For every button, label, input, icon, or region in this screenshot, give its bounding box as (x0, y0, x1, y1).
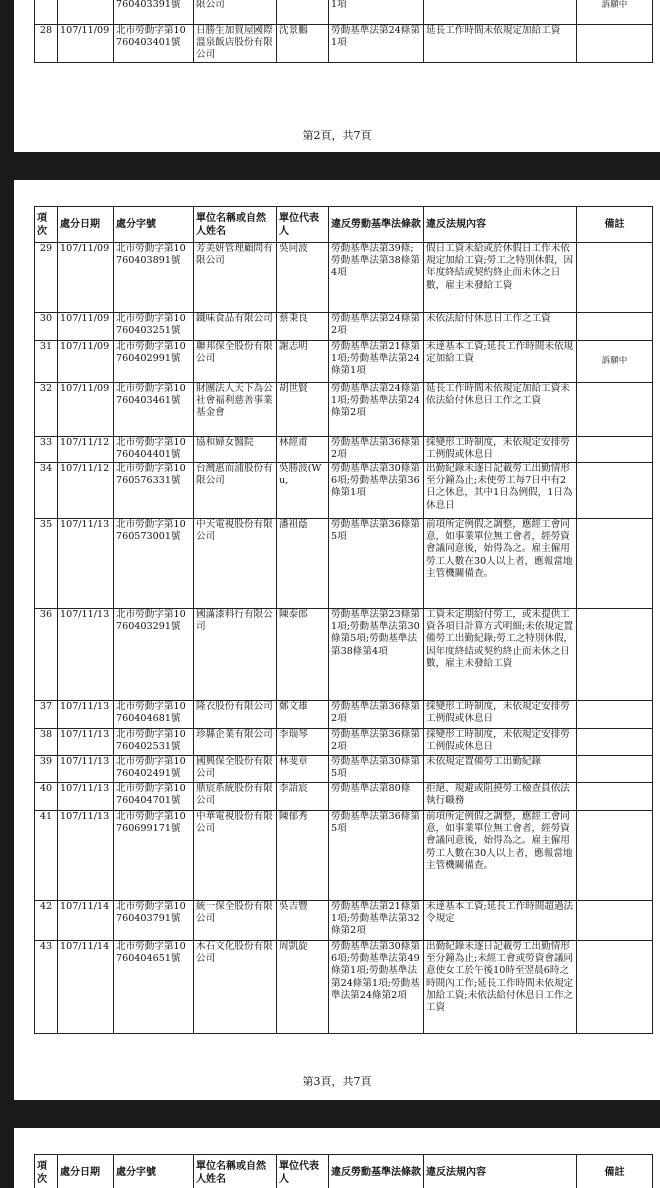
table-row (35, 463, 653, 519)
header-note: 備註 (577, 1155, 653, 1188)
violations-table-page-3 (34, 206, 653, 1034)
cell-article: 勞動基準法第36條第2項 (329, 729, 424, 756)
cell-date: 107/11/09 (58, 341, 114, 383)
cell-content: 採變形工時制度，未依規定安排勞工例假或休息日 (424, 701, 577, 729)
cell-date: 107/11/13 (58, 519, 114, 609)
violations-table-page-2 (34, 0, 653, 63)
cell-content: 延長工作時間未依規定加給工資未依法給付休息日工作之工資 (424, 383, 577, 437)
cell-ref: 北市勞動字第10760403251號 (114, 313, 194, 341)
table-row (35, 313, 653, 341)
cell-ref: 北市勞動字第10760402491號 (114, 756, 194, 783)
header-rep: 單位代表人 (277, 1155, 329, 1188)
cell-no: 43 (35, 941, 58, 1034)
table-row (35, 901, 653, 941)
cell-unit: 限公司 (194, 0, 277, 25)
cell-rep: 陳郁秀 (277, 811, 329, 901)
cell-no: 39 (35, 756, 58, 783)
cell-article: 勞動基準法第21條第1項;勞動基準法第32條第2項 (329, 901, 424, 941)
cell-date: 107/11/14 (58, 901, 114, 941)
table-row (35, 243, 653, 313)
page-2-fragment (14, 0, 660, 152)
table-row (35, 783, 653, 811)
cell-unit: 中華電視股份有限公司 (194, 811, 277, 901)
cell-article: 勞動基準法第24條第1項;勞動基準法第24條第2項 (329, 383, 424, 437)
cell-note (577, 383, 653, 437)
cell-note (577, 901, 653, 941)
cell-unit: 珍縣企業有限公司 (194, 729, 277, 756)
page-number-3: 第3頁，共7頁 (14, 1073, 660, 1089)
cell-content: 未達基本工資;延長工作時間未依規定加給工資 (424, 341, 577, 383)
cell-content: 延長工作時間未依規定加給工資 (424, 25, 577, 63)
cell-no: 36 (35, 609, 58, 701)
header-article: 違反勞動基準法條款 (329, 207, 424, 243)
cell-date: 107/11/13 (58, 609, 114, 701)
cell-note (577, 701, 653, 729)
cell-content: 採變形工時制度，未依規定安排勞工例假或休息日 (424, 729, 577, 756)
cell-note (577, 463, 653, 519)
cell-article: 勞動基準法第24條第2項 (329, 313, 424, 341)
cell-article: 勞動基準法第36條第5項 (329, 811, 424, 901)
cell-article: 勞動基準法第36條第2項 (329, 701, 424, 729)
cell-ref: 北市勞動字第10760576331號 (114, 463, 194, 519)
cell-ref: 北市勞動字第10760403461號 (114, 383, 194, 437)
cell-unit: 台灣惠而浦股份有限公司 (194, 463, 277, 519)
table-row (35, 756, 653, 783)
cell-no: 41 (35, 811, 58, 901)
cell-date: 107/11/13 (58, 783, 114, 811)
cell-ref: 北市勞動字第10760403891號 (114, 243, 194, 313)
cell-note (577, 25, 653, 63)
cell-content: 未達基本工資;延長工作時間超過法令規定 (424, 901, 577, 941)
cell-article: 勞動基準法第36條第2項 (329, 437, 424, 463)
cell-content: 假日工資未給或於休假日工作未依規定加給工資;勞工之特別休假，因年度終結或契約終止而未休之日數，雇主未發給工資 (424, 243, 577, 313)
cell-note (577, 783, 653, 811)
page-3 (14, 180, 660, 1100)
cell-rep: 李瑞琴 (277, 729, 329, 756)
header-date: 處分日期 (58, 207, 114, 243)
cell-no: 38 (35, 729, 58, 756)
cell-ref: 760403391號 (114, 0, 194, 25)
cell-ref: 北市勞動字第10760573001號 (114, 519, 194, 609)
cell-unit: 協和婦女醫院 (194, 437, 277, 463)
table-row (35, 729, 653, 756)
cell-rep: 吳勝波(Wu, (277, 463, 329, 519)
cell-unit: 統一保全股份有限公司 (194, 901, 277, 941)
cell-date: 107/11/14 (58, 941, 114, 1034)
cell-date: 107/11/12 (58, 463, 114, 519)
table-row (35, 341, 653, 383)
cell-content: 未依法給付休息日工作之工資 (424, 313, 577, 341)
cell-rep: 沈景鵬 (277, 25, 329, 63)
cell-rep: 謝志明 (277, 341, 329, 383)
cell-note (577, 811, 653, 901)
cell-date: 107/11/13 (58, 811, 114, 901)
cell-content: 出勤紀錄未逐日記載勞工出勤情形至分鐘為止;未使勞工每7日中有2日之休息，其中1日為例假，1日為休息日 (424, 463, 577, 519)
cell-rep: 陳泰郎 (277, 609, 329, 701)
cell-content (424, 0, 577, 25)
cell-ref: 北市勞動字第10760403291號 (114, 609, 194, 701)
header-article: 違反勞動基準法條款 (329, 1155, 424, 1188)
header-note: 備註 (577, 207, 653, 243)
cell-article: 勞動基準法第30條第6項;勞動基準法第49條第1項;勞動基準法第24條第1項;勞動基準法第24條第2項 (329, 941, 424, 1034)
cell-ref: 北市勞動字第10760404651號 (114, 941, 194, 1034)
cell-note (577, 437, 653, 463)
header-content: 違反法規內容 (424, 207, 577, 243)
cell-unit: 聯邦保全股份有限公司 (194, 341, 277, 383)
cell-content: 拒絕、規避或阻撓勞工檢查員依法執行職務 (424, 783, 577, 811)
cell-note (577, 756, 653, 783)
cell-rep: 蔡秉良 (277, 313, 329, 341)
cell-unit: 財團法人天下為公社會福利慈善事業基金會 (194, 383, 277, 437)
violations-table-page-4 (34, 1154, 653, 1188)
cell-article: 勞動基準法第24條第1項 (329, 25, 424, 63)
header-no: 項次 (35, 1155, 58, 1188)
cell-no: 34 (35, 463, 58, 519)
cell-unit: 隆衣股份有限公司 (194, 701, 277, 729)
cell-ref: 北市勞動字第10760403791號 (114, 901, 194, 941)
cell-article: 勞動基準法第23條第1項;勞動基準法第30條第5項;勞動基準法第38條第4項 (329, 609, 424, 701)
table-row (35, 701, 653, 729)
cell-unit: 芳美妍管理顧問有限公司 (194, 243, 277, 313)
header-unit: 單位名稱或自然人姓名 (194, 1155, 277, 1188)
cell-unit: 鼎宸系統股份有限公司 (194, 783, 277, 811)
cell-unit: 日勝生加賀屋國際溫泉飯店股份有限公司 (194, 25, 277, 63)
table-header-row (35, 1155, 653, 1188)
header-date: 處分日期 (58, 1155, 114, 1188)
cell-ref: 北市勞動字第10760404401號 (114, 437, 194, 463)
cell-rep: 鄭文雄 (277, 701, 329, 729)
cell-rep: 林斐章 (277, 756, 329, 783)
cell-no: 33 (35, 437, 58, 463)
cell-no: 32 (35, 383, 58, 437)
cell-content: 前項所定例假之調整，應經工會同意，如事業單位無工會者，經勞資會議同意後，始得為之。雇主僱用勞工人數在30人以上者，應報當地主管機關備查。 (424, 811, 577, 901)
cell-date: 107/11/09 (58, 313, 114, 341)
cell-date: 107/11/12 (58, 437, 114, 463)
table-row (35, 609, 653, 701)
cell-ref: 北市勞動字第10760402991號 (114, 341, 194, 383)
cell-date: 107/11/09 (58, 243, 114, 313)
cell-no: 30 (35, 313, 58, 341)
cell-date (58, 0, 114, 25)
header-rep: 單位代表人 (277, 207, 329, 243)
cell-rep: 吳吉豐 (277, 901, 329, 941)
cell-unit: 鐵味食品有限公司 (194, 313, 277, 341)
cell-note (577, 243, 653, 313)
cell-note (577, 609, 653, 701)
cell-article: 勞動基準法第30條第6項;勞動基準法第36條第1項 (329, 463, 424, 519)
cell-content: 未依規定置備勞工出勤紀錄 (424, 756, 577, 783)
cell-no: 28 (35, 25, 58, 63)
cell-date: 107/11/13 (58, 756, 114, 783)
header-no: 項次 (35, 207, 58, 243)
cell-rep: 吳同波 (277, 243, 329, 313)
cell-article: 勞動基準法第36條第5項 (329, 519, 424, 609)
cell-note: 訴願中 (577, 341, 653, 383)
table-row (35, 25, 653, 63)
table-row (35, 0, 653, 25)
page-4-fragment (14, 1128, 660, 1188)
header-ref: 處分字號 (114, 207, 194, 243)
cell-content: 出勤紀錄未逐日記載勞工出勤情形至分鐘為止;未經工會或勞資會議同意使女工於午後10時至翌晨6時之時間內工作;延長工作時間未依規定加給工資;未依法給付休息日工作之工資 (424, 941, 577, 1034)
table-row (35, 437, 653, 463)
cell-note (577, 519, 653, 609)
cell-ref: 北市勞動字第10760699171號 (114, 811, 194, 901)
cell-note (577, 941, 653, 1034)
cell-article: 勞動基準法第80條 (329, 783, 424, 811)
page-number-2: 第2頁，共7頁 (14, 127, 660, 143)
cell-rep: 潘祖蔭 (277, 519, 329, 609)
cell-unit: 木石文化股份有限公司 (194, 941, 277, 1034)
cell-no: 42 (35, 901, 58, 941)
cell-ref: 北市勞動字第10760402531號 (114, 729, 194, 756)
cell-no: 35 (35, 519, 58, 609)
cell-no: 31 (35, 341, 58, 383)
cell-rep (277, 0, 329, 25)
cell-content: 工資未定期給付勞工，或未提供工資各項目計算方式明細;未依規定置備勞工出勤紀錄;勞工之特別休假，因年度終結或契約終止而未休之日數，雇主未發給工資 (424, 609, 577, 701)
cell-content: 前項所定例假之調整，應經工會同意，如事業單位無工會者，經勞資會議同意後，始得為之。雇主僱用勞工人數在30人以上者，應報當地主管機關備查。 (424, 519, 577, 609)
cell-no: 40 (35, 783, 58, 811)
cell-no (35, 0, 58, 25)
cell-no: 37 (35, 701, 58, 729)
header-unit: 單位名稱或自然人姓名 (194, 207, 277, 243)
cell-rep: 李語宸 (277, 783, 329, 811)
cell-article: 1項 (329, 0, 424, 25)
cell-ref: 北市勞動字第10760403401號 (114, 25, 194, 63)
cell-unit: 國興保全股份有限公司 (194, 756, 277, 783)
cell-date: 107/11/09 (58, 383, 114, 437)
cell-note (577, 729, 653, 756)
cell-date: 107/11/09 (58, 25, 114, 63)
table-row (35, 519, 653, 609)
table-row (35, 811, 653, 901)
cell-note: 訴願中 (577, 0, 653, 25)
cell-date: 107/11/13 (58, 729, 114, 756)
cell-ref: 北市勞動字第10760404701號 (114, 783, 194, 811)
cell-content: 採變形工時制度，未依規定安排勞工例假或休息日 (424, 437, 577, 463)
cell-unit: 中天電視股份有限公司 (194, 519, 277, 609)
header-ref: 處分字號 (114, 1155, 194, 1188)
cell-rep: 林經甫 (277, 437, 329, 463)
cell-ref: 北市勞動字第10760404681號 (114, 701, 194, 729)
cell-article: 勞動基準法第30條第5項 (329, 756, 424, 783)
header-content: 違反法規內容 (424, 1155, 577, 1188)
cell-note (577, 313, 653, 341)
table-row (35, 383, 653, 437)
cell-date: 107/11/13 (58, 701, 114, 729)
cell-rep: 胡世賢 (277, 383, 329, 437)
cell-rep: 周凱旋 (277, 941, 329, 1034)
cell-article: 勞動基準法第39條;勞動基準法第38條第4項 (329, 243, 424, 313)
cell-article: 勞動基準法第21條第1項;勞動基準法第24條第1項 (329, 341, 424, 383)
table-row (35, 941, 653, 1034)
cell-no: 29 (35, 243, 58, 313)
table-header-row (35, 207, 653, 243)
cell-unit: 國滿漆料行有限公司 (194, 609, 277, 701)
